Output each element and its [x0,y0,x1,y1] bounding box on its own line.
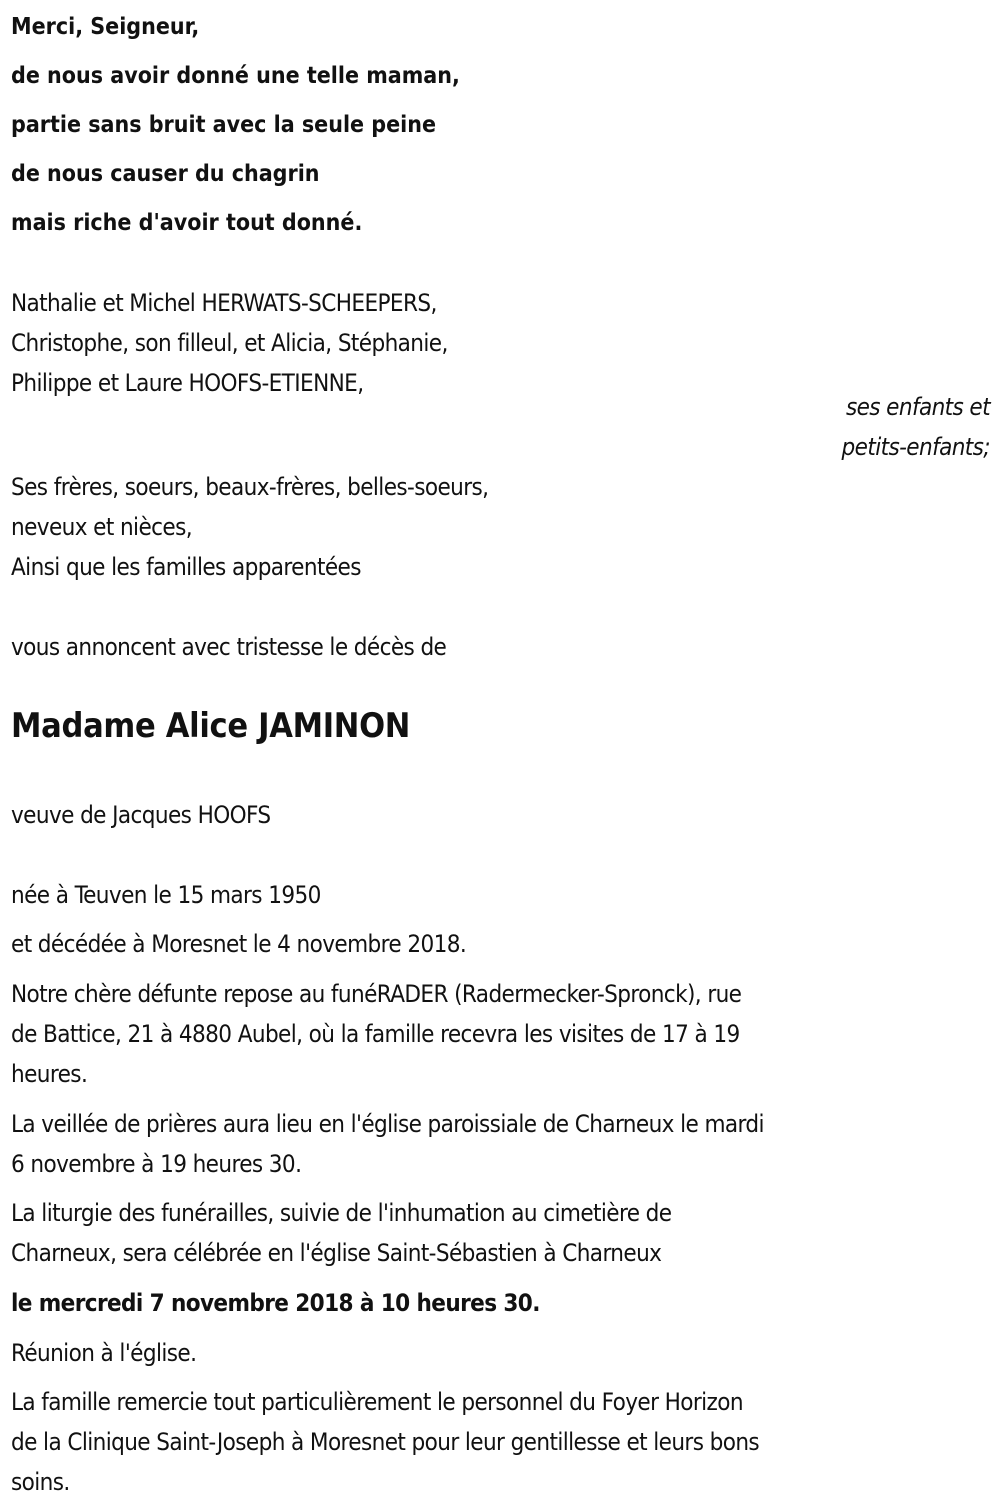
family-line: Christophe, son filleul, et Alicia, Stéphanie, [11,329,448,357]
thanks-line: soins. [11,1468,70,1496]
children-role: ses enfants et [845,393,990,421]
children-role: petits-enfants; [841,433,990,461]
rest-line: heures. [11,1060,88,1088]
rest-line: Notre chère défunte repose au funéRADER (Radermecker-Spronck), rue [11,980,742,1008]
death-info: et décédée à Moresnet le 4 novembre 2018. [11,930,467,958]
prayer-line: Merci, Seigneur, [11,14,200,40]
funeral-date: le mercredi 7 novembre 2018 à 10 heures 30. [11,1289,540,1317]
family-line: Philippe et Laure HOOFS-ETIENNE, [11,369,364,397]
widow-of: veuve de Jacques HOOFS [11,801,271,829]
vigil-line: 6 novembre à 19 heures 30. [11,1150,302,1178]
funeral-line: Charneux, sera célébrée en l'église Saint-Sébastien à Charneux [11,1239,662,1267]
prayer-line: partie sans bruit avec la seule peine [11,112,436,138]
birth-info: née à Teuven le 15 mars 1950 [11,881,321,909]
family-line: Ses frères, soeurs, beaux-frères, belles-soeurs, [11,473,489,501]
announcement-text: vous annoncent avec tristesse le décès de [11,633,447,661]
prayer-line: mais riche d'avoir tout donné. [11,210,363,236]
rest-line: de Battice, 21 à 4880 Aubel, où la famille recevra les visites de 17 à 19 [11,1020,740,1048]
thanks-line: La famille remercie tout particulièrement le personnel du Foyer Horizon [11,1388,743,1416]
vigil-line: La veillée de prières aura lieu en l'église paroissiale de Charneux le mardi [11,1110,764,1138]
prayer-line: de nous avoir donné une telle maman, [11,63,460,89]
meeting-info: Réunion à l'église. [11,1339,197,1367]
thanks-line: de la Clinique Saint-Joseph à Moresnet pour leur gentillesse et leurs bons [11,1428,760,1456]
family-line: Nathalie et Michel HERWATS-SCHEEPERS, [11,289,437,317]
funeral-line: La liturgie des funérailles, suivie de l'inhumation au cimetière de [11,1199,672,1227]
family-line: neveux et nièces, [11,513,193,541]
deceased-name: Madame Alice JAMINON [11,706,411,746]
family-line: Ainsi que les familles apparentées [11,553,361,581]
prayer-line: de nous causer du chagrin [11,161,320,187]
